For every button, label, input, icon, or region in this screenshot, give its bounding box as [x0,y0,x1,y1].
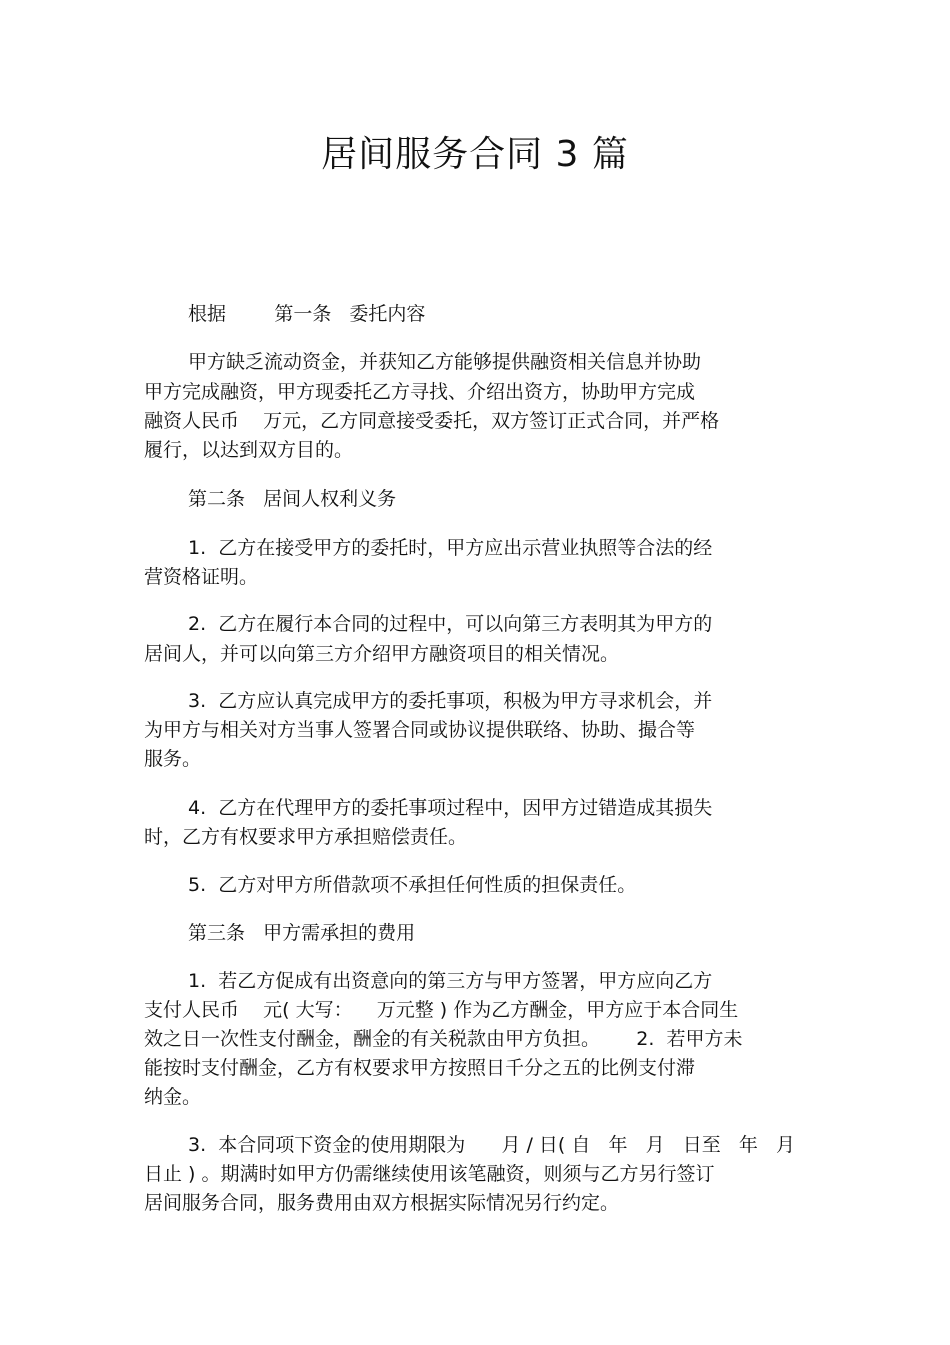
section-heading: 第二条 居间人权利义务 [188,488,397,510]
paragraph-line: 居间人，并可以向第三方介绍甲方融资项目的相关情况。 [144,643,620,665]
paragraph-line: 3. 乙方应认真完成甲方的委托事项，积极为甲方寻求机会，并 [188,690,713,712]
paragraph-line: 能按时支付酬金，乙方有权要求甲方按照日千分之五的比例支付滞 [144,1057,696,1079]
paragraph-line: 根据 第一条 委托内容 [188,303,426,325]
paragraph-line: 2. 乙方在履行本合同的过程中，可以向第三方表明其为甲方的 [188,613,713,635]
section-heading: 第三条 甲方需承担的费用 [188,922,416,944]
paragraph-line: 甲方完成融资，甲方现委托乙方寻找、介绍出资方，协助甲方完成 [144,381,696,403]
paragraph-line: 甲方缺乏流动资金，并获知乙方能够提供融资相关信息并协助 [188,351,702,373]
paragraph-line: 居间服务合同，服务费用由双方根据实际情况另行约定。 [144,1192,620,1214]
paragraph-line: 营资格证明。 [144,566,259,588]
paragraph-line: 支付人民币 元( 大写： 万元整 ) 作为乙方酬金，甲方应于本合同生 [144,999,739,1021]
paragraph-line: 效之日一次性支付酬金，酬金的有关税款由甲方负担。 2. 若甲方未 [144,1028,743,1050]
document-title: 居间服务合同 3 篇 [321,134,629,175]
paragraph-line: 融资人民币 万元，乙方同意接受委托，双方签订正式合同，并严格 [144,410,720,432]
paragraph-line: 1. 若乙方促成有出资意向的第三方与甲方签署，甲方应向乙方 [188,970,713,992]
paragraph-line: 为甲方与相关对方当事人签署合同或协议提供联络、协助、撮合等 [144,719,696,741]
paragraph-line: 1. 乙方在接受甲方的委托时，甲方应出示营业执照等合法的经 [188,537,713,559]
paragraph-line: 4. 乙方在代理甲方的委托事项过程中，因甲方过错造成其损失 [188,797,713,819]
paragraph-line: 3. 本合同项下资金的使用期限为 月 / 日( 自 年 月 日至 年 月 [188,1134,795,1156]
paragraph-line: 5. 乙方对甲方所借款项不承担任何性质的担保责任。 [188,874,637,896]
paragraph-line: 履行，以达到双方目的。 [144,439,354,461]
paragraph-line: 服务。 [144,748,202,770]
paragraph-line: 纳金。 [144,1086,202,1108]
paragraph-line: 日止 ) 。期满时如甲方仍需继续使用该笔融资，则须与乙方另行签订 [144,1163,715,1185]
paragraph-line: 时，乙方有权要求甲方承担赔偿责任。 [144,826,468,848]
